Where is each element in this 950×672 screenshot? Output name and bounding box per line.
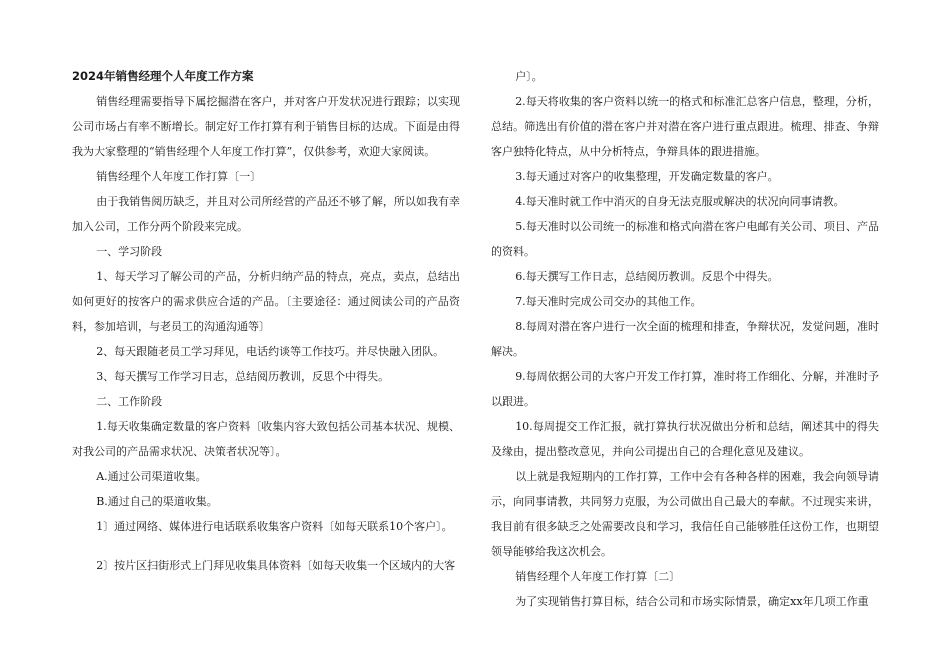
document-title: 2024年销售经理个人年度工作方案 <box>72 69 254 83</box>
paragraph: 4.每天准时就工作中消灭的自身无法克服或解决的状况向同事请教。 <box>515 195 845 208</box>
paragraph: 1〕通过网络、媒体进行电话联系收集客户资料〔如每天联系10个客户〕。 <box>96 520 453 533</box>
paragraph: 1.每天收集确定数量的客户资料〔收集内容大致包括公司基本状况、规模、对我公司的产品需求状况、决策者状况等〕。 <box>72 420 460 458</box>
paragraph: 2〕按片区扫街形式上门拜见收集具体资料〔如每天收集一个区域内的大客 <box>96 559 456 572</box>
paragraph: 3、每天撰写工作学习日志，总结阅历教训，反思个中得失。 <box>96 370 390 383</box>
paragraph-continued: 户〕。 <box>515 70 543 83</box>
right-column <box>491 64 879 614</box>
intro-paragraph: 销售经理需要指导下属挖掘潜在客户，并对客户开发状况进行跟踪；以实现公司市场占有率不断增长。制定好工作打算有利于销售目标的达成。下面是由得我为大家整理的“销售经理个人年度工作打算”，仅供参考，欢迎大家阅读。 <box>72 95 460 158</box>
paragraph: 9.每周依据公司的大客户开发工作打算，准时将工作细化、分解，并准时予以跟进。 <box>491 370 879 408</box>
paragraph: A.通过公司渠道收集。 <box>96 470 207 483</box>
paragraph: 6.每天撰写工作日志，总结阅历教训。反思个中得失。 <box>515 270 779 283</box>
blank-line <box>72 539 460 553</box>
paragraph: 3.每天通过对客户的收集整理，开发确定数量的客户。 <box>515 170 779 183</box>
paragraph: 5.每天准时以公司统一的标准和格式向潜在客户电邮有关公司、项目、产品的资料。 <box>491 220 879 258</box>
subheading-work-stage: 二、工作阶段 <box>96 395 163 408</box>
paragraph: 2、每天跟随老员工学习拜见，电话约谈等工作技巧。并尽快融入团队。 <box>96 345 445 358</box>
paragraph: 为了实现销售打算目标，结合公司和市场实际情景，确定xx年几项工作重 <box>515 595 869 608</box>
paragraph: 8.每周对潜在客户进行一次全面的梳理和排查，争辩状况，发觉问题，准时解决。 <box>491 320 879 358</box>
section-heading-one: 销售经理个人年度工作打算〔一〕 <box>96 170 262 183</box>
paragraph: 以上就是我短期内的工作打算，工作中会有各种各样的困难，我会向领导请示，向同事请教，共同努力克服，为公司做出自己最大的奉献。不过现实来讲，我目前有很多缺乏之处需要改良和学习，我信任自己能够胜任这份工作，也期望领导能够给我这次机会。 <box>491 470 879 558</box>
paragraph: 7.每天准时完成公司交办的其他工作。 <box>515 295 702 308</box>
section-heading-two: 销售经理个人年度工作打算〔二〕 <box>515 570 681 583</box>
subheading-study-stage: 一、学习阶段 <box>96 245 163 258</box>
paragraph: 由于我销售阅历缺乏，并且对公司所经营的产品还不够了解，所以如我有幸加入公司，工作分两个阶段来完成。 <box>72 195 460 233</box>
paragraph: 1、每天学习了解公司的产品，分析归纳产品的特点，亮点，卖点，总结出如何更好的按客户的需求供应合适的产品。〔主要途径：通过阅读公司的产品资料，参加培训，与老员工的沟通沟通等〕 <box>72 270 460 333</box>
paragraph: 10.每周提交工作汇报，就打算执行状况做出分析和总结，阐述其中的得失及缘由，提出整改意见，并向公司提出自己的合理化意见及建议。 <box>491 420 879 458</box>
paragraph: B.通过自己的渠道收集。 <box>96 495 218 508</box>
left-column <box>72 64 460 578</box>
paragraph: 2.每天将收集的客户资料以统一的格式和标准汇总客户信息，整理，分析，总结。筛选出有价值的潜在客户并对潜在客户进行重点跟进。梳理、排查、争辩客户独特化特点，从中分析特点，争辩具体的跟进措施。 <box>491 95 879 158</box>
